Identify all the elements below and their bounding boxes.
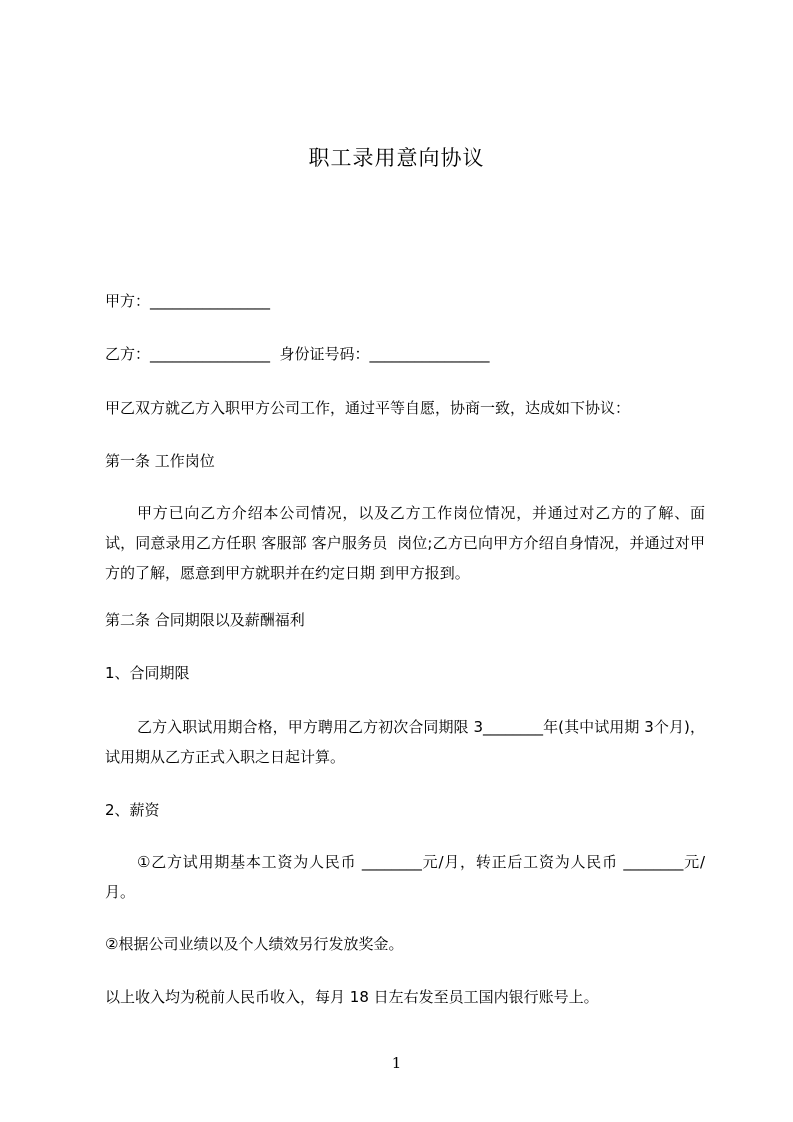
intro-paragraph: 甲乙双方就乙方入职甲方公司工作，通过平等自愿，协商一致，达成如下协议： [105,399,631,417]
section-1-text: 乙方入职试用期合格，甲方聘用乙方初次合同期限 3________年(其中试用期 3个月)，试用期从乙方正式入职之日起计算。 [105,718,705,766]
salary-item-2: ②根据公司业绩以及个人绩效另行发放奖金。 [105,935,404,953]
article-1-text: 甲方已向乙方介绍本公司情况，以及乙方工作岗位情况，并通过对乙方的了解、面试，同意录用乙方任职 客服部 客户服务员 岗位;乙方已向甲方介绍自身情况，并通过对甲方的了解，愿意到甲方就职并在约定日期 到甲方报到。 [105,504,705,582]
article-1-heading: 第一条 工作岗位 [105,452,215,470]
income-note: 以上收入均为税前人民币收入，每月 18 日左右发至员工国内银行账号上。 [105,988,599,1006]
page-number: 1 [391,1054,402,1072]
party-b-line: 乙方：________________ 身份证号码：________________ [105,345,490,363]
party-a-line: 甲方：________________ [105,292,271,310]
salary-item-1: ①乙方试用期基本工资为人民币 ________元/月，转正后工资为人民币 ________元/月。 [105,853,705,901]
section-1-heading: 1、合同期限 [105,664,190,682]
section-2-heading: 2、薪资 [105,801,160,819]
article-2-heading: 第二条 合同期限以及薪酬福利 [105,611,305,629]
document-title: 职工录用意向协议 [308,146,485,170]
